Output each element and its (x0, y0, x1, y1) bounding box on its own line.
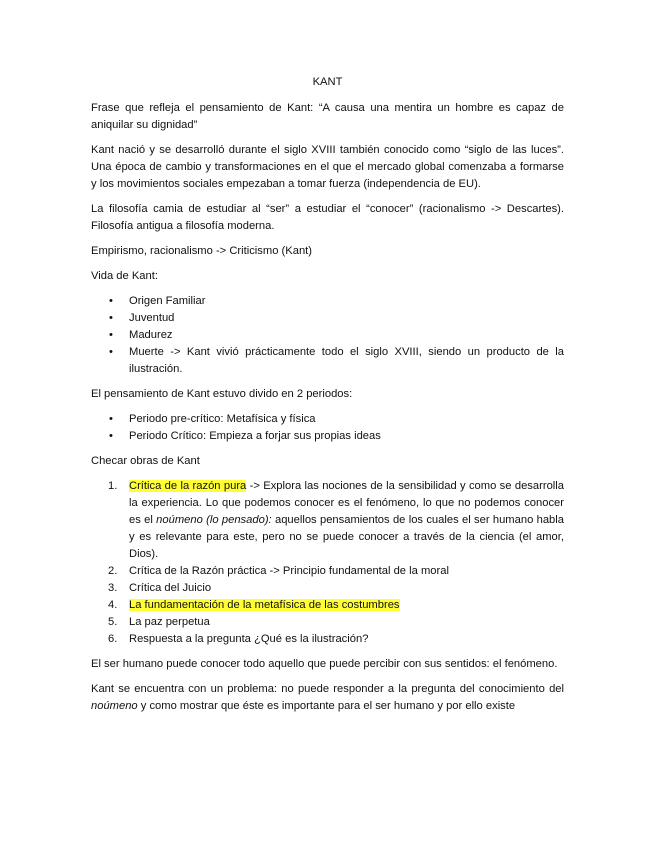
italic-text: noúmeno (lo pensado): (156, 514, 272, 526)
list-number: 4. (108, 599, 118, 611)
list-item: • Madurez (91, 327, 564, 344)
list-number: 5. (108, 616, 118, 628)
life-list (91, 293, 564, 378)
item-text: -> Explora las nociones de la sensibilidad y como se desarrolla la experiencia. Lo que podemos conocer es el fenómeno, lo que no podemos conocer es el (129, 480, 564, 526)
periods-heading: El pensamiento de Kant estuvo divido en 2 periodos: (91, 388, 353, 400)
quote-paragraph: Frase que refleja el pensamiento de Kant: “A causa una mentira un hombre es capaz de aniquilar su dignidad” (91, 102, 564, 131)
item-text: Crítica de la Razón práctica -> Principio fundamental de la moral (129, 565, 449, 577)
item-text: aquellos pensamientos de los cuales el ser humano habla y es relevante para este, pero no se puede conocer a través de la ciencia (el amor, Dios). (129, 514, 564, 560)
item-text: La paz perpetua (129, 616, 210, 628)
problem-paragraph (91, 681, 564, 715)
list-item (91, 597, 564, 614)
philosophy-paragraph: La filosofía camia de estudiar al “ser” a estudiar el “conocer” (racionalismo -> Descartes). Filosofía antigua a filosofía moderna. (91, 203, 564, 232)
page-title: KANT (312, 76, 343, 88)
highlighted-text: Crítica de la razón pura (129, 480, 247, 492)
list-item: • Origen Familiar (91, 293, 564, 310)
list-number: 2. (108, 565, 118, 577)
list-item: • Periodo Crítico: Empieza a forjar sus propias ideas (91, 428, 564, 445)
list-item: • Muerte -> Kant vivió prácticamente todo el siglo XVIII, siendo un producto de la ilustración. (91, 344, 564, 378)
item-text: Crítica del Juicio (129, 582, 212, 594)
works-heading: Checar obras de Kant (91, 455, 200, 467)
list-number: 6. (108, 633, 118, 645)
list-item: • Juventud (91, 310, 564, 327)
list-item: • Periodo pre-crítico: Metafísica y física (91, 411, 564, 428)
paragraph-text: y como mostrar que éste es importante para el ser humano y por ello existe (137, 700, 516, 712)
highlighted-text: La fundamentación de la metafísica de las costumbres (129, 599, 400, 611)
italic-text: noúmeno (91, 700, 138, 712)
list-item (91, 563, 564, 580)
life-heading: Vida de Kant: (91, 270, 158, 282)
phenomenon-paragraph: El ser humano puede conocer todo aquello que puede percibir con sus sentidos: el fenómeno. (91, 658, 558, 670)
list-item (91, 614, 564, 631)
works-list (91, 478, 564, 648)
birth-paragraph: Kant nació y se desarrolló durante el siglo XVIII también conocido como “siglo de las luces”. Una época de cambio y transformaciones en el que el mercado global comenzaba a formarse y los movimientos sociales empezaban a tomar fuerza (independencia de EU). (91, 144, 564, 190)
list-number: 1. (108, 480, 118, 492)
periods-list (91, 411, 564, 445)
list-item (91, 580, 564, 597)
paragraph-text: Kant se encuentra con un problema: no puede responder a la pregunta del conocimiento del (91, 683, 564, 695)
list-number: 3. (108, 582, 118, 594)
document-page (91, 74, 564, 723)
list-item (91, 478, 564, 563)
item-text: Respuesta a la pregunta ¿Qué es la ilustración? (129, 633, 369, 645)
list-item (91, 631, 564, 648)
currents-paragraph: Empirismo, racionalismo -> Criticismo (Kant) (91, 245, 312, 257)
